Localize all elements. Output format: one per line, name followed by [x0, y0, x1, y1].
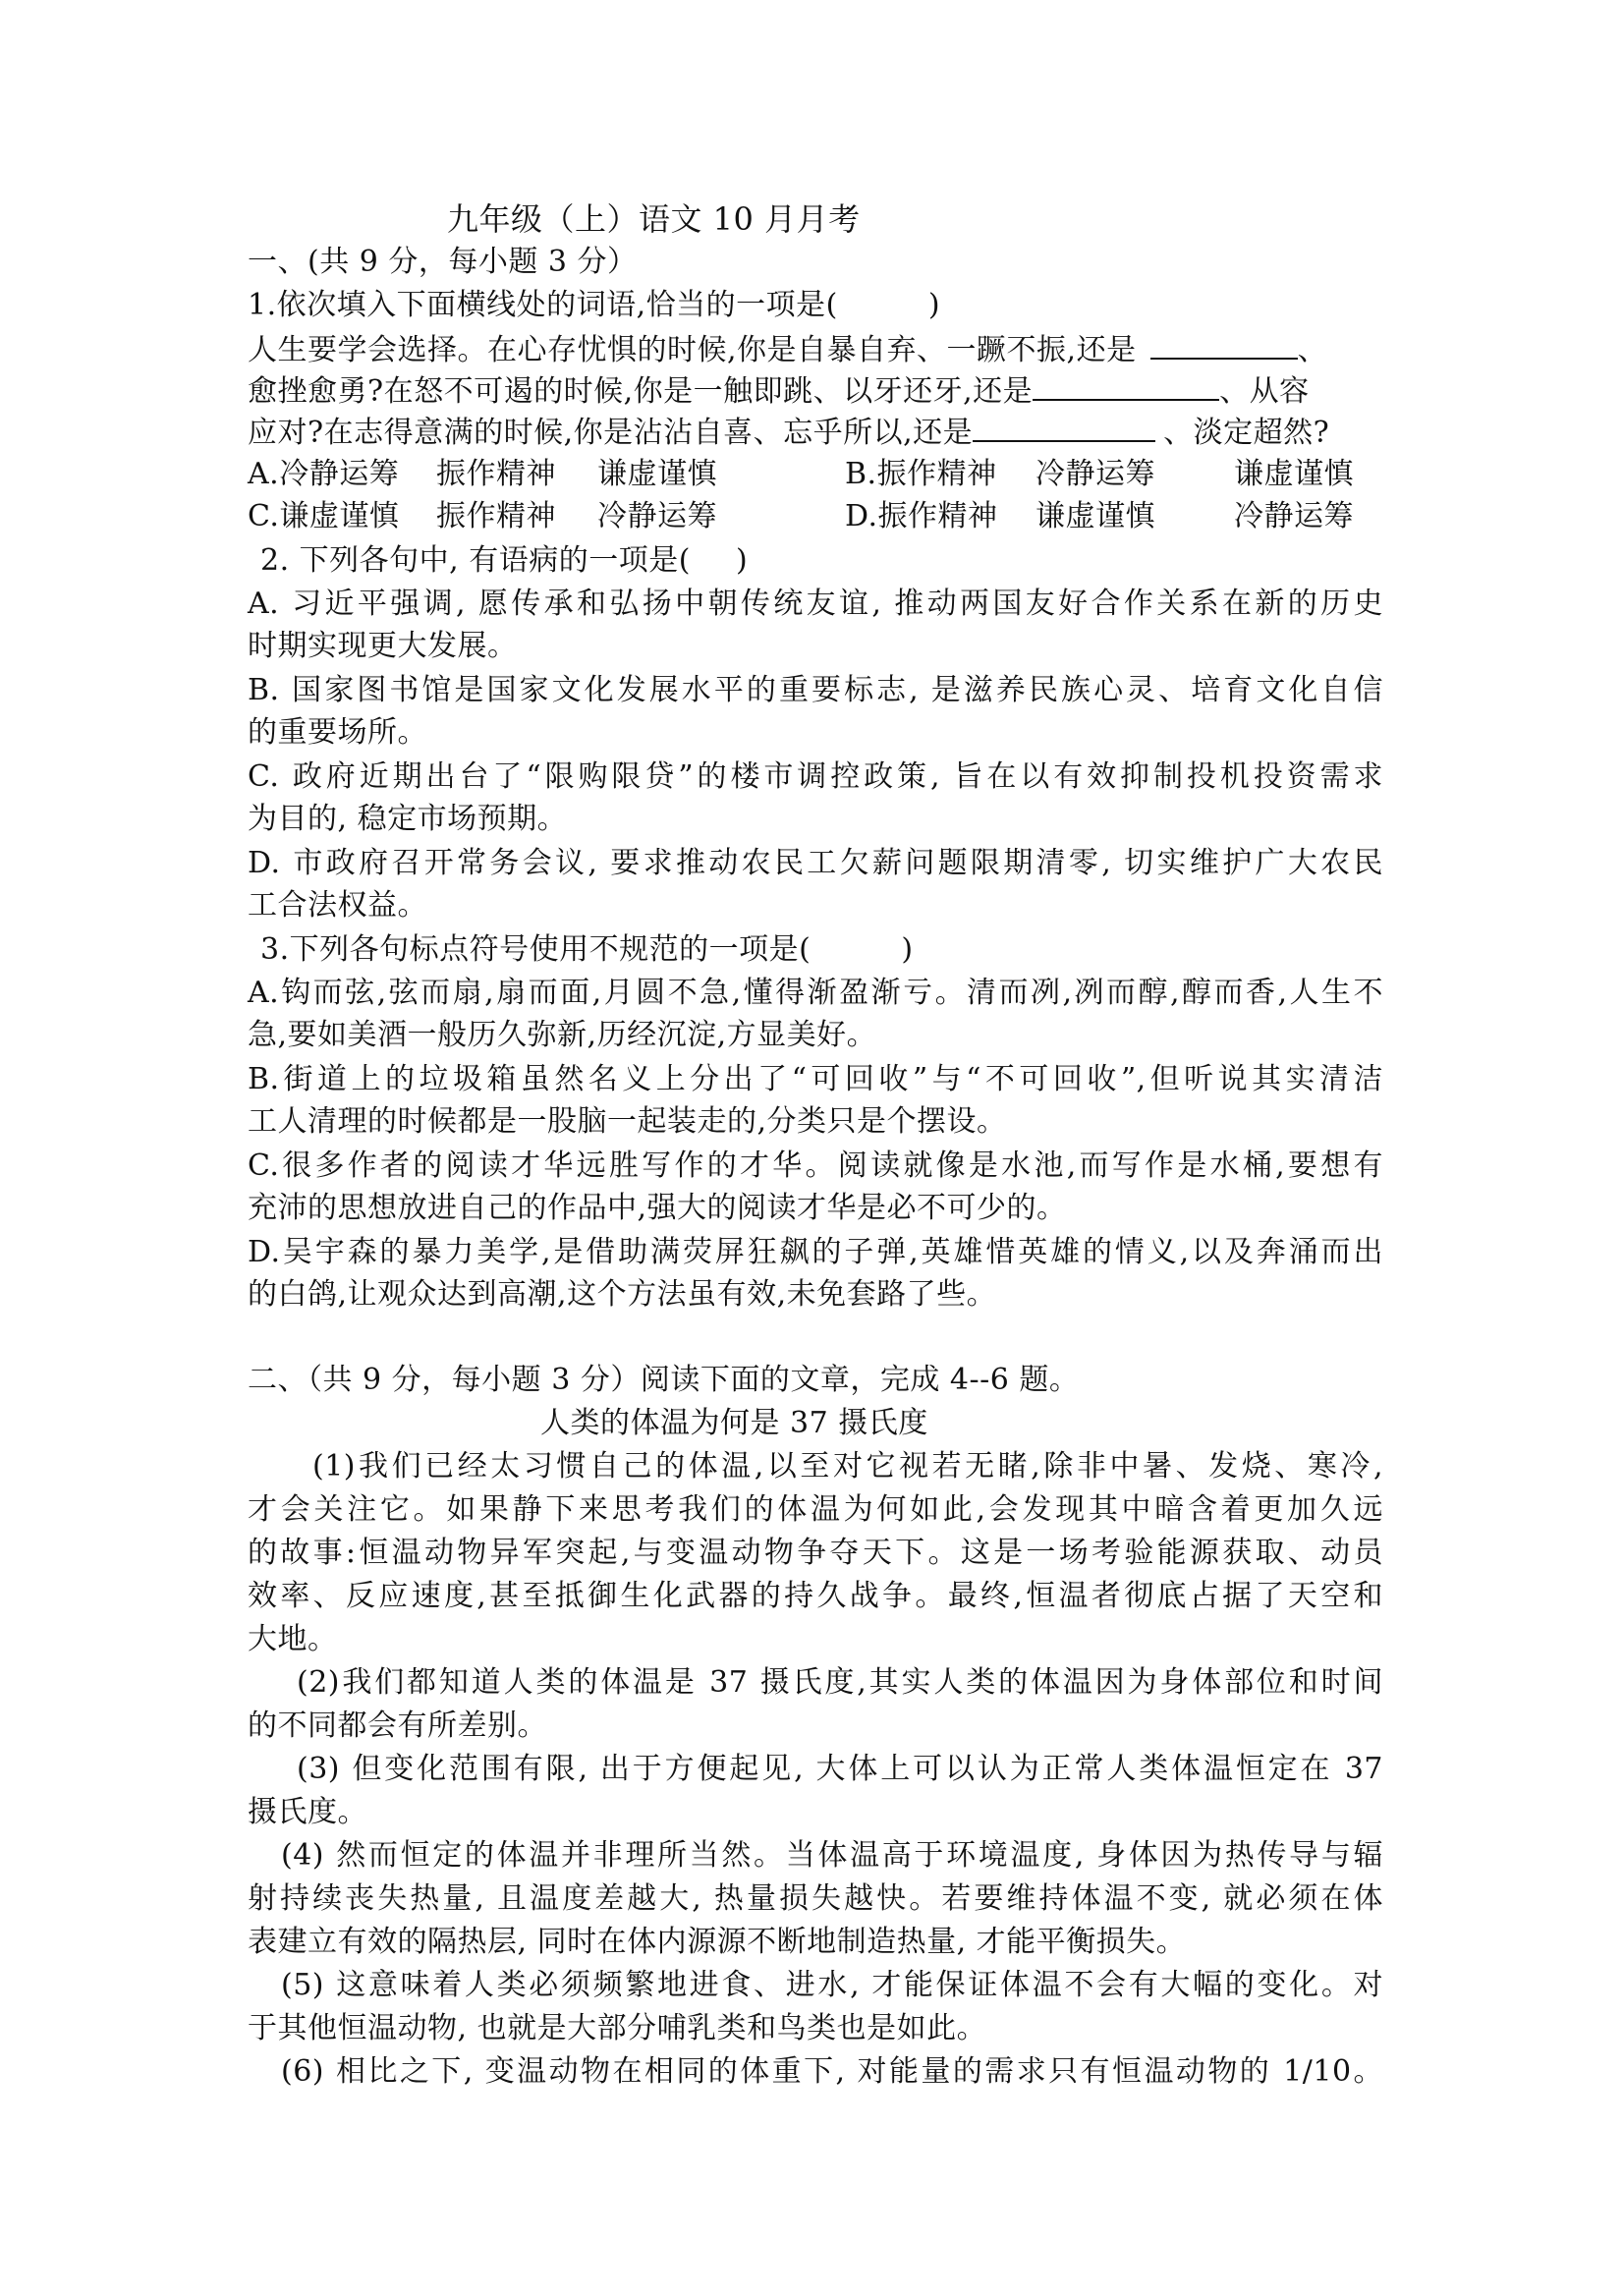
q1-options-row-2	[248, 496, 1354, 537]
article-p3-line-2: 摄氏度。	[248, 1795, 367, 1829]
q3-stem	[260, 929, 914, 971]
article-title: 人类的体温为何是 37 摄氏度	[540, 1406, 928, 1440]
q3-option-d-cont: 的白鸽,让观众达到高潮,这个方法虽有效,未免套路了些。	[248, 1277, 997, 1312]
article-p6-line-1: (6) 相比之下, 变温动物在相同的体重下, 对能量的需求只有恒温动物的 1/10。	[281, 2054, 1383, 2089]
q1-passage-text: 、从容	[1219, 374, 1310, 409]
q1-option-d-word-3: 冷静运筹	[1234, 499, 1354, 533]
q1-stem	[248, 285, 940, 326]
q3-option-c[interactable]: C.很多作者的阅读才华远胜写作的才华。阅读就像是水池,而写作是水桶,要想有	[248, 1148, 1383, 1183]
q1-option-b[interactable]: B.振作精神	[845, 457, 997, 491]
q1-passage-text: 、	[1297, 333, 1328, 367]
q1-blank-1[interactable]	[1150, 328, 1298, 360]
q1-passage-text: 愈挫愈勇?在怒不可遏的时候,你是一触即跳、以牙还牙,还是	[248, 374, 1034, 409]
q2-stem-end: )	[735, 543, 749, 578]
article-p1-line-3: 的故事:恒温动物异军突起,与变温动物争夺天下。这是一场考验能源获取、动员	[248, 1536, 1383, 1570]
q2-option-b-cont: 的重要场所。	[248, 715, 427, 750]
q1-stem-text: 1.依次填入下面横线处的词语,恰当的一项是(	[248, 288, 838, 322]
article-p2-line-2: 的不同都会有所差别。	[248, 1708, 547, 1743]
q3-stem-end: )	[901, 932, 914, 967]
q2-option-d-cont: 工合法权益。	[248, 888, 427, 923]
q1-option-b-word-2: 冷静运筹	[1035, 457, 1155, 491]
article-p1-line-1: (1)我们已经太习惯自己的体温,以至对它视若无睹,除非中暑、发烧、寒冷,	[312, 1449, 1383, 1484]
section-2-heading: 二、（共 9 分，每小题 3 分）阅读下面的文章，完成 4--6 题。	[248, 1363, 1080, 1397]
article-p1-line-4: 效率、反应速度,甚至抵御生化武器的持久战争。最终,恒温者彻底占据了天空和	[248, 1579, 1383, 1613]
article-p4-line-1: (4) 然而恒定的体温并非理所当然。当体温高于环境温度, 身体因为热传导与辐	[281, 1838, 1383, 1873]
q1-passage-line-3	[248, 411, 1329, 454]
q1-option-a[interactable]: A.冷静运筹	[248, 457, 400, 491]
q1-passage-line-1	[248, 328, 1327, 371]
q3-option-a-cont: 急,要如美酒一般历久弥新,历经沉淀,方显美好。	[248, 1018, 877, 1052]
q1-options-row-1	[248, 454, 1354, 495]
q1-option-a-word-2: 振作精神	[436, 457, 556, 491]
section-1-heading: 一、(共 9 分，每小题 3 分）	[248, 245, 638, 279]
q2-option-a[interactable]: A. 习近平强调, 愿传承和弘扬中朝传统友谊, 推动两国友好合作关系在新的历史	[248, 587, 1383, 621]
q1-option-c-word-2: 振作精神	[436, 499, 556, 533]
article-p2-line-1: (2)我们都知道人类的体温是 37 摄氏度,其实人类的体温因为身体部位和时间	[297, 1665, 1383, 1700]
q3-option-d[interactable]: D.吴宇森的暴力美学,是借助满荧屏狂飙的子弹,英雄惜英雄的情义,以及奔涌而出	[248, 1235, 1383, 1269]
q1-passage-text: 、淡定超然?	[1163, 416, 1330, 450]
q3-option-b-cont: 工人清理的时候都是一股脑一起装走的,分类只是个摆设。	[248, 1104, 1007, 1139]
q3-option-a[interactable]: A.钩而弦,弦而扇,扇而面,月圆不急,懂得渐盈渐亏。清而冽,冽而醇,醇而香,人生不	[248, 976, 1383, 1010]
q2-option-d[interactable]: D. 市政府召开常务会议, 要求推动农民工欠薪问题限期清零, 切实维护广大农民	[248, 846, 1383, 880]
q1-blank-2[interactable]	[1033, 369, 1219, 401]
q2-stem	[260, 540, 748, 582]
q3-stem-text: 3.下列各句标点符号使用不规范的一项是(	[260, 932, 812, 967]
article-p5-line-1: (5) 这意味着人类必须频繁地进食、进水, 才能保证体温不会有大幅的变化。对	[281, 1968, 1383, 2002]
q2-stem-text: 2. 下列各句中, 有语病的一项是(	[260, 543, 691, 578]
article-p5-line-2: 于其他恒温动物, 也就是大部分哺乳类和鸟类也是如此。	[248, 2011, 987, 2045]
q3-option-c-cont: 充沛的思想放进自己的作品中,强大的阅读才华是必不可少的。	[248, 1191, 1067, 1225]
q1-option-b-word-3: 谦虚谨慎	[1234, 457, 1354, 491]
article-p1-line-2: 才会关注它。如果静下来思考我们的体温为何如此,会发现其中暗含着更加久远	[248, 1492, 1383, 1527]
q1-passage-line-2	[248, 369, 1310, 413]
q2-option-c-cont: 为目的, 稳定市场预期。	[248, 802, 568, 836]
q1-passage-text: 应对?在志得意满的时候,你是沾沾自喜、忘乎所以,还是	[248, 416, 974, 450]
q1-option-c-word-3: 冷静运筹	[597, 499, 717, 533]
article-p3-line-1: (3) 但变化范围有限, 出于方便起见, 大体上可以认为正常人类体温恒定在 37	[297, 1752, 1383, 1786]
q3-option-b[interactable]: B.街道上的垃圾箱虽然名义上分出了“可回收”与“不可回收”,但听说其实清洁	[248, 1062, 1383, 1096]
q1-option-d[interactable]: D.振作精神	[845, 499, 998, 533]
q1-option-c[interactable]: C.谦虚谨慎	[248, 499, 400, 533]
article-p4-line-2: 射持续丧失热量, 且温度差越大, 热量损失越快。若要维持体温不变, 就必须在体	[248, 1881, 1383, 1916]
exam-title: 九年级（上）语文 10 月月考	[447, 200, 861, 238]
q2-option-c[interactable]: C. 政府近期出台了“限购限贷”的楼市调控政策, 旨在以有效抑制投机投资需求	[248, 759, 1383, 794]
q1-option-a-word-3: 谦虚谨慎	[597, 457, 717, 491]
q1-blank-3[interactable]	[973, 411, 1155, 442]
q1-option-d-word-2: 谦虚谨慎	[1035, 499, 1155, 533]
q1-passage-text: 人生要学会选择。在心存忧惧的时候,你是自暴自弃、一蹶不振,还是	[248, 333, 1137, 367]
article-p1-line-5: 大地。	[248, 1622, 338, 1656]
q1-stem-end: )	[927, 288, 941, 322]
q2-option-a-cont: 时期实现更大发展。	[248, 629, 518, 663]
q2-option-b[interactable]: B. 国家图书馆是国家文化发展水平的重要标志, 是滋养民族心灵、培育文化自信	[248, 673, 1383, 707]
article-p4-line-3: 表建立有效的隔热层, 同时在体内源源不断地制造热量, 才能平衡损失。	[248, 1925, 1187, 1959]
